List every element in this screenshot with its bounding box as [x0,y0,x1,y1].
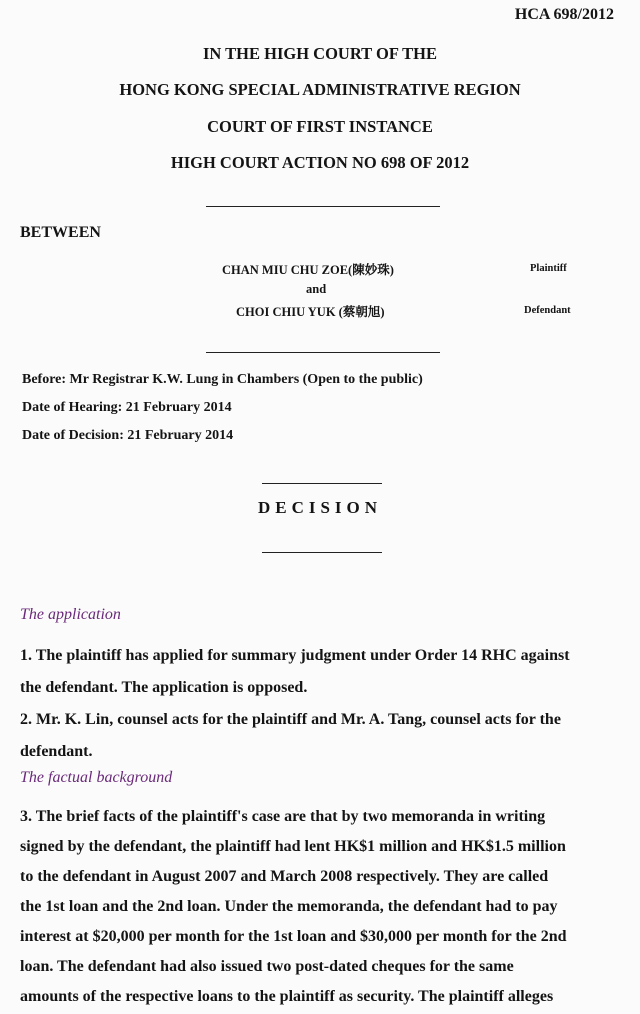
paragraph-line: the defendant. The application is opposed. [20,679,308,696]
paragraph-line: 1. The plaintiff has applied for summary judgment under Order 14 RHC against [20,647,570,664]
paragraph-line: 3. The brief facts of the plaintiff's case are that by two memoranda in writing [20,808,546,825]
plaintiff-name: CHAN MIU CHU ZOE(陳妙珠) [222,263,394,277]
paragraph-line: signed by the defendant, the plaintiff had lent HK$1 million and HK$1.5 million [20,838,566,855]
decision-title: DECISION [257,498,383,517]
case-reference: HCA 698/2012 [514,6,614,23]
paragraph-1 [20,640,628,704]
and-label: and [306,282,327,296]
court-title-line-3: COURT OF FIRST INSTANCE [207,117,433,136]
divider-decision-top [262,483,382,484]
paragraph-line: to the defendant in August 2007 and March 2008 respectively. They are called [20,868,549,885]
paragraph-line: 2. Mr. K. Lin, counsel acts for the plaintiff and Mr. A. Tang, counsel acts for the [20,711,561,728]
paragraph-line: loan. The defendant had also issued two post-dated cheques for the same [20,958,514,975]
paragraph-line: interest at $20,000 per month for the 1st loan and $30,000 per month for the 2nd [20,928,567,945]
paragraph-line: defendant. [20,743,93,760]
defendant-role: Defendant [524,305,571,316]
divider-top [206,206,440,207]
defendant-name: CHOI CHIU YUK (蔡朝旭) [236,305,385,319]
section-heading-application: The application [20,606,121,623]
court-title-line-4: HIGH COURT ACTION NO 698 OF 2012 [170,153,470,172]
section-heading-factual: The factual background [20,769,173,786]
divider-parties [206,352,440,353]
before-line: Before: Mr Registrar K.W. Lung in Chambers (Open to the public) [22,372,423,387]
paragraph-line: the 1st loan and the 2nd loan. Under the memoranda, the defendant had to pay [20,898,558,915]
plaintiff-role: Plaintiff [530,263,567,274]
between-label: BETWEEN [20,224,101,241]
divider-decision-bottom [262,552,382,553]
court-title-line-2: HONG KONG SPECIAL ADMINISTRATIVE REGION [119,80,521,99]
hearing-date: Date of Hearing: 21 February 2014 [22,400,232,415]
court-title-line-1: IN THE HIGH COURT OF THE [203,44,437,63]
paragraph-line: amounts of the respective loans to the plaintiff as security. The plaintiff alleges [20,988,554,1005]
paragraph-3 [20,802,628,1012]
decision-date: Date of Decision: 21 February 2014 [22,428,234,443]
paragraph-2 [20,704,628,768]
